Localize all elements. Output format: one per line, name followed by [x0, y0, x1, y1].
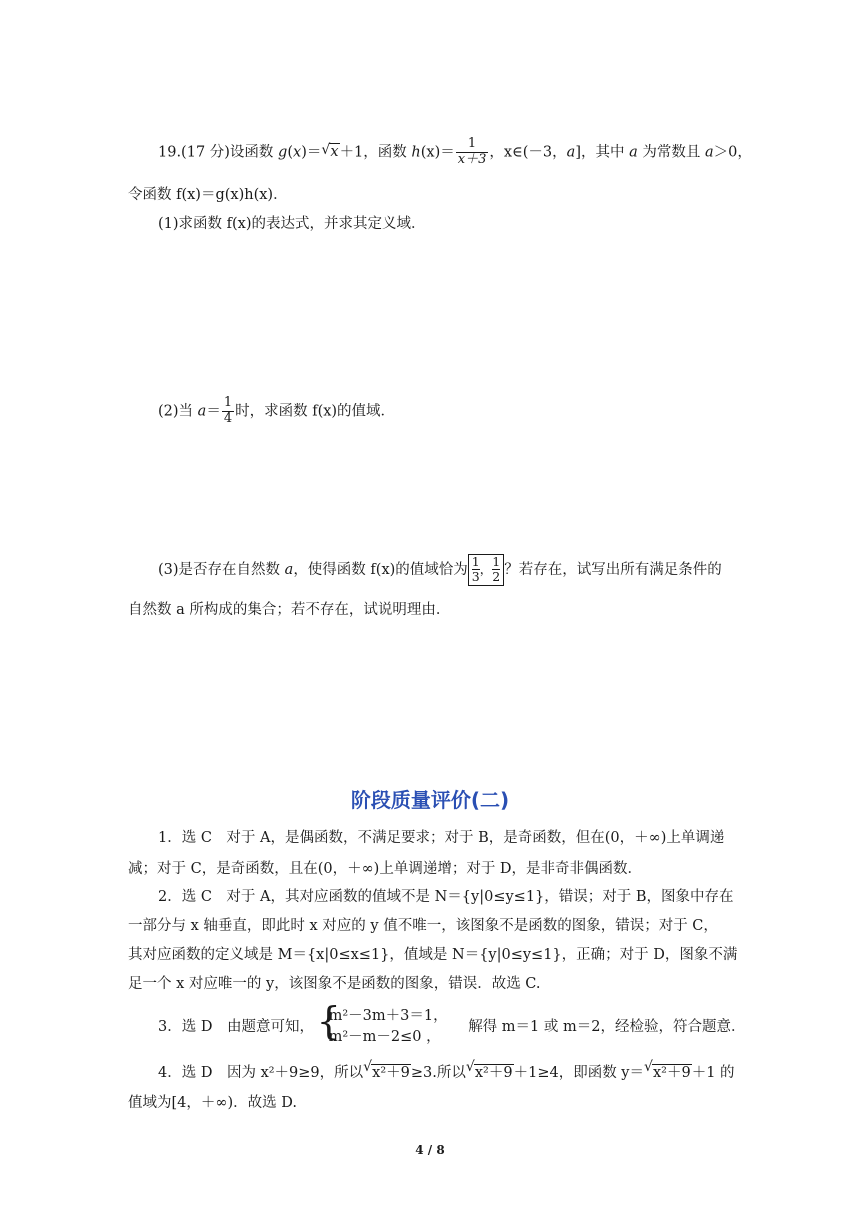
- q19-text-l: 为常数且: [637, 144, 705, 161]
- answer-2-line2: 一部分与 x 轴垂直，即此时 x 对应的 y 值不唯一，该图象不是函数的图象，错误；对于 C，: [128, 918, 718, 934]
- equals: ＝: [206, 403, 221, 420]
- frac-num: 1: [223, 395, 233, 410]
- part3-mid: ，使得函数 f(x)的值域恰为: [293, 561, 468, 578]
- answer-4-b: ≥3.所以: [410, 1065, 466, 1081]
- q19-part1: (1)求函数 f(x)的表达式，并求其定义域．: [158, 216, 426, 232]
- system-eq-1: m²－3m＋3＝1，: [328, 1008, 448, 1024]
- answer-2-line4: 足一个 x 对应唯一的 y，该图象不是函数的图象，错误．故选 C.: [128, 976, 541, 992]
- sqrt-x2-plus-9: √ x²＋9: [465, 1059, 513, 1081]
- domain-text: x∈(－3，: [503, 144, 567, 161]
- q19-text-j: ]，其中: [575, 144, 630, 161]
- part3-rest: ？若存在，试写出所有满足条件的: [504, 561, 722, 578]
- equals: )＝: [301, 144, 322, 161]
- q19-prefix: 19.(17 分)设函数: [158, 144, 279, 161]
- frac-num: 1: [471, 554, 480, 569]
- frac-num: 1: [456, 137, 489, 153]
- system-eq-2: m²－m－2≤0 ，: [328, 1029, 441, 1046]
- frac-den: x＋3: [457, 151, 487, 167]
- frac-den: 4: [223, 410, 233, 426]
- answer-2-line3: 其对应函数的定义域是 M＝{x|0≤x≤1}，值域是 N＝{y|0≤y≤1}，正确；对于 D，图象不满: [128, 947, 738, 963]
- sqrt-x2-plus-9: √ x²＋9: [363, 1059, 410, 1081]
- a-symbol: a: [629, 144, 638, 161]
- h-symbol: h: [411, 144, 421, 161]
- frac-den: 3: [471, 569, 480, 585]
- part2-rest: 时，求函数 f(x)的值域．: [235, 403, 396, 420]
- q19-line1: [158, 137, 752, 168]
- sqrt-radicand: x²＋9: [372, 1065, 410, 1081]
- part3-prefix: (3)是否存在自然数: [158, 561, 285, 578]
- frac-den: 2: [492, 569, 501, 585]
- a-symbol: a: [704, 144, 714, 161]
- section-title: 阶段质量评价(二): [350, 788, 510, 812]
- sqrt-x2-plus-9: √ x²＋9: [644, 1059, 691, 1081]
- q19-part3: [158, 554, 722, 586]
- interval-sep: ，: [479, 561, 493, 577]
- sqrt-radicand: x: [330, 144, 339, 161]
- sqrt-radicand: x²＋9: [653, 1065, 691, 1081]
- interval-one-third-one-half: [468, 554, 504, 586]
- frac-num: 1: [492, 554, 501, 569]
- answer-4-a: 4．选 D 因为 x²＋9≥9，所以: [158, 1065, 364, 1081]
- answer-1-line1: 1．选 C 对于 A，是偶函数，不满足要求；对于 B，是奇函数，但在(0，＋∞)上单调递: [158, 830, 725, 846]
- brace-icon: {: [316, 999, 341, 1043]
- answer-3-prefix: 3．选 D 由题意可知，: [158, 1019, 314, 1036]
- sqrt-radicand: x²＋9: [474, 1065, 513, 1081]
- a-symbol: a: [284, 561, 294, 578]
- paren: (: [287, 144, 294, 161]
- sqrt-x: √ x: [321, 142, 339, 161]
- q19-text-f: ＋1，函数: [339, 144, 412, 161]
- q19-line2: 令函数 f(x)＝g(x)h(x)．: [128, 187, 288, 203]
- answer-3-rest: 解得 m＝1 或 m＝2，经检验，符合题意．: [468, 1019, 746, 1036]
- h-arg: (x)＝: [420, 144, 455, 161]
- fraction-1-4: [222, 396, 234, 427]
- answer-4-line1: [158, 1061, 735, 1082]
- q19-part2: [158, 396, 395, 427]
- part2-prefix: (2)当: [158, 403, 198, 420]
- equation-system: [316, 999, 448, 1048]
- answer-4-line2: 值域为[4，＋∞)．故选 D.: [128, 1095, 297, 1111]
- q19-text-n: ＞0，: [713, 144, 752, 161]
- answer-3: [158, 999, 746, 1048]
- page-number: 4 / 8: [415, 1143, 445, 1157]
- answer-4-c: ＋1≥4，即函数 y＝: [513, 1065, 644, 1081]
- answer-1-line2: 减；对于 C，是奇函数，且在(0，＋∞)上单调递增；对于 D，是非奇非偶函数．: [128, 861, 643, 877]
- answer-2-line1: 2．选 C 对于 A，其对应函数的值域不是 N＝{y|0≤y≤1}，错误；对于 B，图象中存在: [158, 889, 734, 905]
- g-symbol: g: [278, 144, 288, 161]
- answer-4-d: ＋1 的: [691, 1065, 735, 1081]
- a-symbol: a: [566, 144, 576, 161]
- q19-part3-line2: 自然数 a 所构成的集合；若不存在，试说明理由．: [128, 602, 451, 618]
- comma: ，: [489, 144, 504, 161]
- x-symbol: x: [293, 144, 302, 161]
- fraction-1-over-x-plus-3: [456, 137, 489, 168]
- a-symbol: a: [197, 403, 207, 420]
